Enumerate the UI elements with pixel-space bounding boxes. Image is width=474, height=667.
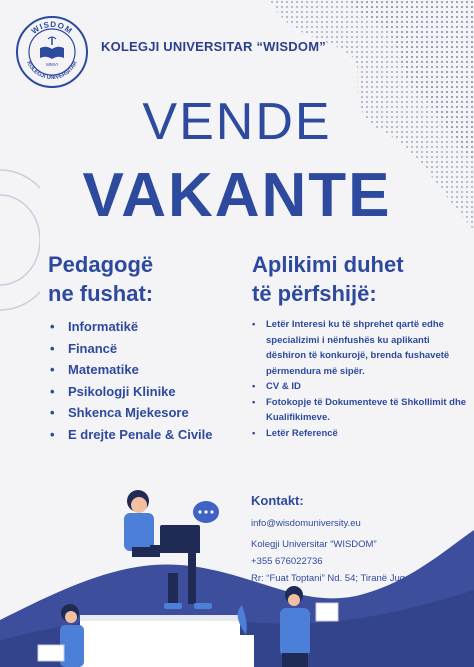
list-item: • Financë — [48, 338, 213, 360]
title-line-1: VENDE — [142, 93, 332, 151]
right-heading-line-2: të përfshijë: — [252, 281, 377, 306]
contact-email[interactable]: info@wisdomuniversity.eu — [251, 518, 361, 529]
college-logo — [15, 15, 89, 89]
left-heading-line-2: ne fushat: — [48, 281, 154, 306]
contact-address: Rr: “Fuat Toptani” Nd. 54; Tiranë Jug — [251, 573, 406, 584]
contact-organization: Kolegji Universitar “WISDOM” — [251, 539, 377, 550]
list-item: • Letër Interesi ku të shprehet qartë edhe specializimi i nënfushës ku aplikanti dëshiron të konkurojë, brenda fushavetë përmendura më sipër. — [252, 317, 467, 379]
svg-text:KOLEGJI UNIVERSITAR: KOLEGJI UNIVERSITAR — [25, 60, 79, 82]
list-item: • CV & ID — [252, 379, 467, 395]
list-item: • Matematike — [48, 359, 213, 381]
contact-title: Kontakt: — [251, 493, 304, 508]
title-line-2: VAKANTE — [82, 161, 392, 230]
list-item: • Psikologji Klinike — [48, 381, 213, 403]
left-heading — [48, 250, 153, 308]
right-heading-line-1: Aplikimi duhet — [252, 252, 404, 277]
list-item: • Informatikë — [48, 316, 213, 338]
fields-list — [48, 316, 213, 445]
list-item: • Letër Referencë — [252, 426, 467, 442]
list-item: • Fotokopje të Dokumenteve të Shkollimit dhe Kualifikimeve. — [252, 395, 467, 426]
list-item: • E drejte Penale & Civile — [48, 424, 213, 446]
left-heading-line-1: Pedagogë — [48, 252, 154, 277]
svg-text:WISDOM: WISDOM — [29, 19, 75, 36]
right-heading — [252, 250, 404, 308]
organization-name: KOLEGJI UNIVERSITAR “WISDOM” — [101, 39, 326, 54]
requirements-list — [252, 317, 467, 441]
contact-phone[interactable]: +355 676022736 — [251, 556, 323, 567]
list-item: • Shkenca Mjekesore — [48, 402, 213, 424]
svg-text:MMVI: MMVI — [46, 62, 58, 67]
